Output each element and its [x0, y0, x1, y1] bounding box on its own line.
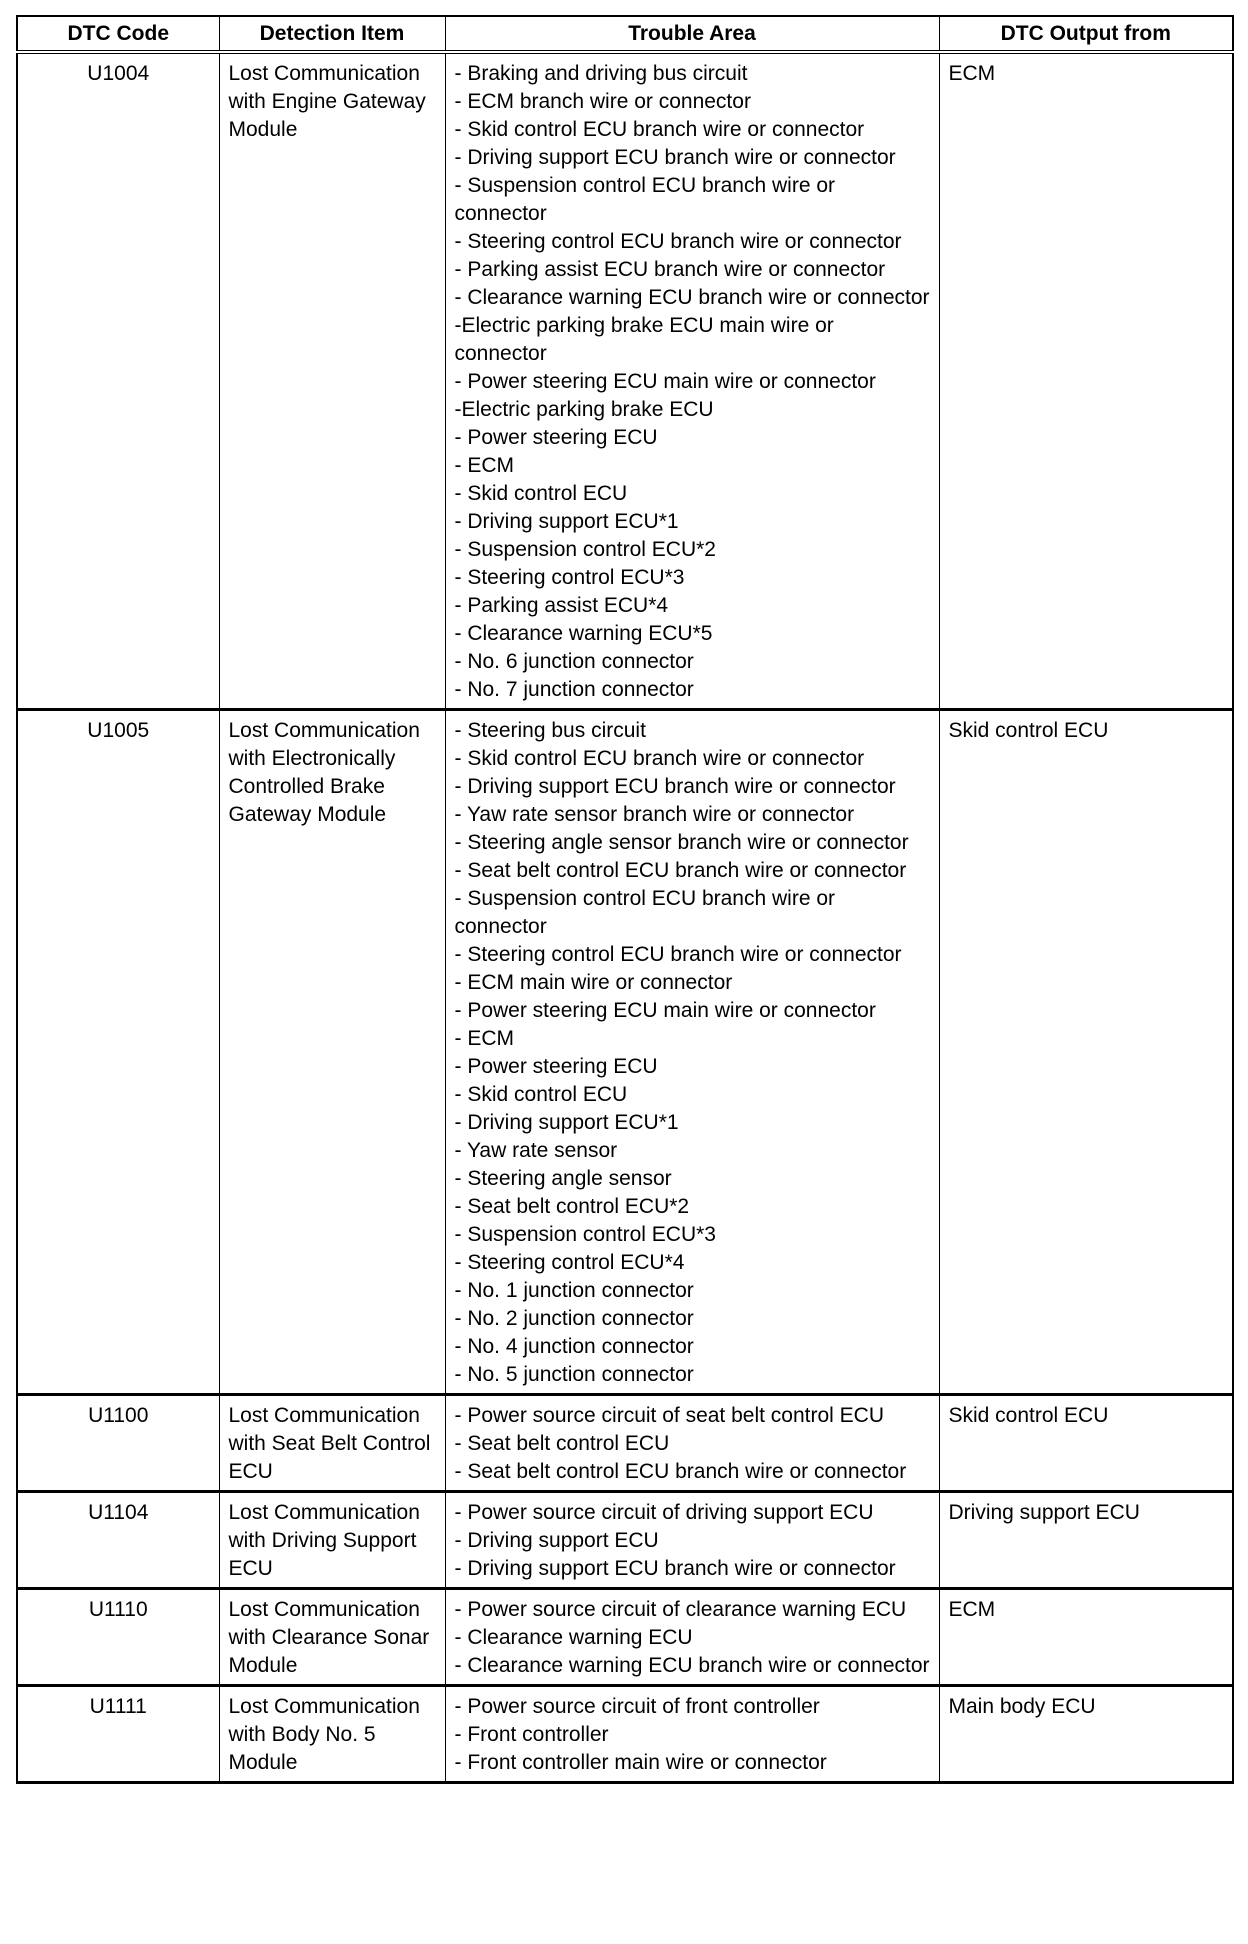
- trouble-area-item: - Suspension control ECU*3: [454, 1223, 716, 1246]
- trouble-area-item: -Electric parking brake ECU: [454, 398, 714, 421]
- detection-item-cell: Lost Communication with Driving Support ECU: [219, 1492, 445, 1589]
- trouble-area-cell: [445, 1686, 939, 1783]
- table-row: [17, 1686, 1233, 1783]
- dtc-output-cell: ECM: [939, 52, 1233, 710]
- trouble-area-item: - No. 6 junction connector: [454, 650, 694, 673]
- trouble-area-item: - Driving support ECU branch wire or connector: [454, 775, 896, 798]
- detection-item-cell: Lost Communication with Seat Belt Control ECU: [219, 1395, 445, 1492]
- trouble-area-item: - Steering bus circuit: [454, 719, 646, 742]
- trouble-area-item: - Suspension control ECU branch wire or connector: [454, 174, 836, 225]
- trouble-area-item: - Skid control ECU branch wire or connector: [454, 118, 865, 141]
- detection-item-cell: Lost Communication with Clearance Sonar Module: [219, 1589, 445, 1686]
- trouble-area-item: - Steering control ECU branch wire or connector: [454, 230, 902, 253]
- trouble-area-item: - Yaw rate sensor branch wire or connector: [454, 803, 855, 826]
- header-row: [17, 16, 1233, 52]
- dtc-code-cell: U1111: [17, 1686, 219, 1783]
- trouble-area-item: - Clearance warning ECU branch wire or connector: [454, 1654, 930, 1677]
- trouble-area-item: - Skid control ECU: [454, 482, 628, 505]
- trouble-area-item: - Yaw rate sensor: [454, 1139, 618, 1162]
- trouble-area-item: - No. 4 junction connector: [454, 1335, 694, 1358]
- table-body: [17, 52, 1233, 1783]
- trouble-area-item: - Power source circuit of seat belt control ECU: [454, 1404, 884, 1427]
- trouble-area-item: - Suspension control ECU branch wire or connector: [454, 887, 836, 938]
- trouble-area-item: - Seat belt control ECU: [454, 1432, 670, 1455]
- trouble-area-item: - Power steering ECU main wire or connector: [454, 999, 876, 1022]
- dtc-output-cell: Skid control ECU: [939, 710, 1233, 1395]
- trouble-area-item: - Power steering ECU: [454, 426, 658, 449]
- trouble-area-item: - Seat belt control ECU*2: [454, 1195, 690, 1218]
- dtc-code-cell: U1100: [17, 1395, 219, 1492]
- trouble-area-item: - Skid control ECU: [454, 1083, 628, 1106]
- trouble-area-item: - No. 7 junction connector: [454, 678, 694, 701]
- trouble-area-item: - Seat belt control ECU branch wire or connector: [454, 1460, 907, 1483]
- header-dtc-output-from: DTC Output from: [939, 16, 1233, 52]
- trouble-area-item: - No. 2 junction connector: [454, 1307, 694, 1330]
- header-trouble-area: Trouble Area: [445, 16, 939, 52]
- table-row: [17, 1589, 1233, 1686]
- trouble-area-item: - Power steering ECU main wire or connector: [454, 370, 876, 393]
- trouble-area-cell: [445, 1492, 939, 1589]
- trouble-area-item: - Clearance warning ECU branch wire or connector: [454, 286, 930, 309]
- trouble-area-cell: [445, 710, 939, 1395]
- trouble-area-item: - Driving support ECU: [454, 1529, 659, 1552]
- trouble-area-item: - Skid control ECU branch wire or connector: [454, 747, 865, 770]
- trouble-area-item: - Steering control ECU*3: [454, 566, 685, 589]
- trouble-area-item: - Parking assist ECU branch wire or connector: [454, 258, 886, 281]
- trouble-area-item: - Front controller main wire or connector: [454, 1751, 827, 1774]
- trouble-area-item: - Steering control ECU*4: [454, 1251, 685, 1274]
- detection-item-cell: Lost Communication with Body No. 5 Module: [219, 1686, 445, 1783]
- trouble-area-item: - Power steering ECU: [454, 1055, 658, 1078]
- trouble-area-item: - Seat belt control ECU branch wire or connector: [454, 859, 907, 882]
- header-detection-item: Detection Item: [219, 16, 445, 52]
- trouble-area-cell: [445, 1589, 939, 1686]
- trouble-area-item: - ECM: [454, 454, 514, 477]
- dtc-code-cell: U1104: [17, 1492, 219, 1589]
- trouble-area-item: - Parking assist ECU*4: [454, 594, 669, 617]
- trouble-area-item: - Driving support ECU*1: [454, 510, 679, 533]
- detection-item-cell: Lost Communication with Engine Gateway Module: [219, 52, 445, 710]
- table-row: [17, 710, 1233, 1395]
- trouble-area-cell: [445, 52, 939, 710]
- trouble-area-item: - Steering angle sensor branch wire or connector: [454, 831, 909, 854]
- trouble-area-item: - Braking and driving bus circuit: [454, 62, 748, 85]
- trouble-area-item: - ECM main wire or connector: [454, 971, 733, 994]
- header-dtc-code: DTC Code: [17, 16, 219, 52]
- trouble-area-item: - Clearance warning ECU: [454, 1626, 693, 1649]
- dtc-output-cell: Driving support ECU: [939, 1492, 1233, 1589]
- trouble-area-item: - Power source circuit of driving support ECU: [454, 1501, 874, 1524]
- trouble-area-item: -Electric parking brake ECU main wire or connector: [454, 314, 834, 365]
- trouble-area-item: - Clearance warning ECU*5: [454, 622, 713, 645]
- table-row: [17, 1395, 1233, 1492]
- trouble-area-item: - Front controller: [454, 1723, 609, 1746]
- trouble-area-item: - Steering control ECU branch wire or connector: [454, 943, 902, 966]
- trouble-area-item: - Suspension control ECU*2: [454, 538, 716, 561]
- table-row: [17, 1492, 1233, 1589]
- dtc-code-cell: U1110: [17, 1589, 219, 1686]
- trouble-area-item: - ECM: [454, 1027, 514, 1050]
- dtc-code-cell: U1004: [17, 52, 219, 710]
- trouble-area-item: - Driving support ECU*1: [454, 1111, 679, 1134]
- dtc-code-cell: U1005: [17, 710, 219, 1395]
- dtc-table: [16, 15, 1234, 1784]
- trouble-area-item: - Driving support ECU branch wire or connector: [454, 1557, 896, 1580]
- trouble-area-item: - Power source circuit of clearance warning ECU: [454, 1598, 907, 1621]
- trouble-area-cell: [445, 1395, 939, 1492]
- dtc-output-cell: Main body ECU: [939, 1686, 1233, 1783]
- dtc-output-cell: ECM: [939, 1589, 1233, 1686]
- trouble-area-item: - No. 1 junction connector: [454, 1279, 694, 1302]
- detection-item-cell: Lost Communication with Electronically Controlled Brake Gateway Module: [219, 710, 445, 1395]
- dtc-output-cell: Skid control ECU: [939, 1395, 1233, 1492]
- trouble-area-item: - Power source circuit of front controller: [454, 1695, 820, 1718]
- trouble-area-item: - ECM branch wire or connector: [454, 90, 751, 113]
- trouble-area-item: - Steering angle sensor: [454, 1167, 672, 1190]
- trouble-area-item: - Driving support ECU branch wire or connector: [454, 146, 896, 169]
- trouble-area-item: - No. 5 junction connector: [454, 1363, 694, 1386]
- table-row: [17, 52, 1233, 710]
